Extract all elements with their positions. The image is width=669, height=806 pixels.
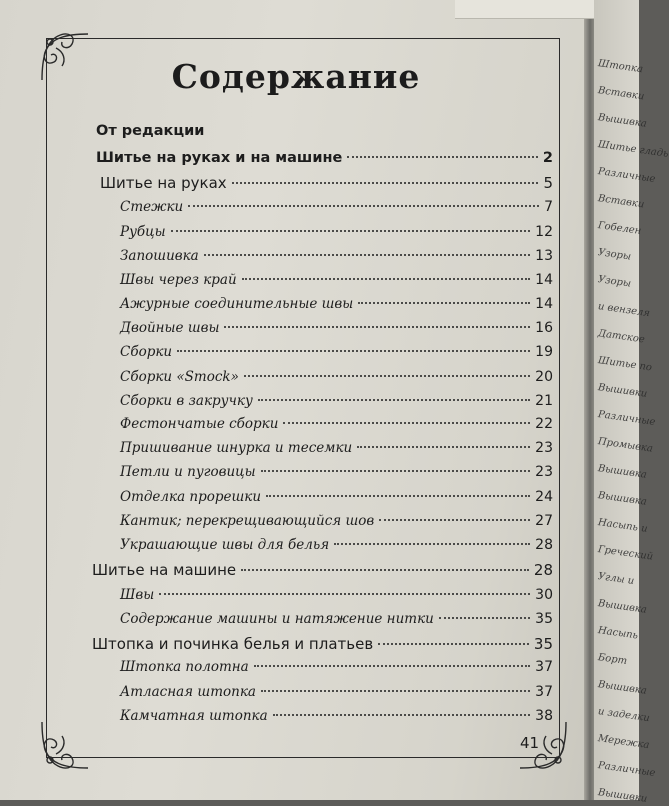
toc-dot-leader (232, 182, 539, 184)
toc-dot-leader (204, 254, 530, 256)
toc-entry (120, 611, 553, 631)
toc-page-number: 27 (535, 513, 553, 529)
toc-dot-leader (188, 205, 539, 207)
toc-entry-title: Швы (120, 587, 155, 603)
toc-entry-title: Шитье на руках (100, 174, 227, 192)
toc-entry (92, 635, 553, 655)
toc-dot-leader (159, 593, 530, 595)
right-page-text-fragment: Шитье по (597, 355, 653, 374)
toc-entry (96, 150, 553, 170)
toc-entry-title: Запошивка (120, 248, 199, 264)
toc-page-number: 23 (535, 464, 553, 480)
right-page-text-fragment: Различные (597, 760, 657, 779)
right-page-text-fragment: Греческий (597, 544, 654, 563)
toc-dot-leader (171, 230, 531, 232)
toc-page-number: 14 (535, 296, 553, 312)
toc-dot-leader (358, 302, 530, 304)
toc-entry (120, 464, 553, 484)
toc-page-number: 20 (535, 369, 553, 385)
right-page-text-fragment: Шитье гладь (597, 139, 669, 160)
right-page-text-fragment: Узоры (597, 274, 632, 290)
toc-entry (120, 224, 553, 244)
right-page-text-fragment: и заделки (597, 706, 651, 725)
right-page-text-fragment: Вышивка (597, 112, 648, 130)
corner-ornament-bottom-left-icon (36, 716, 94, 774)
toc-extra-page-number (520, 734, 539, 754)
toc-entry (120, 537, 553, 557)
toc-entry-title: Атласная штопка (120, 684, 256, 700)
toc-entry (120, 272, 553, 292)
toc-entry (120, 320, 553, 340)
toc-dot-leader (224, 326, 530, 328)
toc-entry-title: От редакции (96, 123, 205, 139)
toc-dot-leader (439, 617, 530, 619)
toc-dot-leader (242, 278, 531, 280)
toc-dot-leader (266, 495, 530, 497)
toc-page-number: 37 (535, 659, 553, 675)
toc-dot-leader (244, 375, 530, 377)
toc-dot-leader (273, 714, 531, 716)
right-page-text-fragment: Гобелен (597, 220, 642, 238)
toc-entry (100, 174, 553, 194)
toc-entry-title: Стежки (120, 199, 184, 215)
toc-entry (120, 369, 553, 389)
right-page-text-fragment: Углы и (597, 571, 635, 588)
toc-dot-leader (261, 690, 530, 692)
right-page-text-fragment: Узоры (597, 247, 632, 263)
toc-dot-leader (177, 350, 530, 352)
right-page-text-fragment: Вышивка (597, 490, 648, 508)
toc-dot-leader (379, 519, 530, 521)
toc-entry (120, 513, 553, 533)
right-page-text-fragment: Датское (597, 328, 646, 346)
toc-page-number: 16 (535, 320, 553, 336)
toc-dot-leader (283, 422, 530, 424)
toc-entry (120, 344, 553, 364)
toc-page-number: 35 (533, 635, 553, 653)
toc-entry-title: Украшающие швы для белья (120, 537, 330, 553)
toc-entry-title: Кантик; перекрещивающийся шов (120, 513, 375, 529)
toc-entry (96, 123, 553, 143)
right-page-text-fragment: Мережка (597, 733, 651, 752)
toc-page-number: 24 (535, 489, 553, 505)
right-page-text-fragment: Промывка (597, 436, 654, 455)
toc-entry (120, 416, 553, 436)
toc-dot-leader (241, 569, 529, 571)
toc-page-number: 35 (535, 611, 553, 627)
toc-page-number: 22 (535, 416, 553, 432)
toc-dot-leader (254, 665, 530, 667)
right-page-text-fragment: Вышивки (597, 382, 648, 400)
toc-entry (120, 684, 553, 704)
toc-entry (120, 393, 553, 413)
right-page-text-fragment: Вышивка (597, 679, 648, 697)
toc-entry-title: Отделка прорешки (120, 489, 262, 505)
toc-page-number: 2 (542, 150, 553, 166)
right-page-text-fragment: Вышивка (597, 463, 648, 481)
toc-entry-title: Рубцы (120, 224, 166, 240)
toc-page-number: 12 (535, 224, 553, 240)
right-page-text-fragment: Вставки (597, 193, 645, 211)
toc-entry (120, 587, 553, 607)
right-page-text-fragment: Вышивки (597, 787, 648, 805)
toc-dot-leader (258, 399, 530, 401)
toc-entry (120, 440, 553, 460)
toc-page-number: 13 (535, 248, 553, 264)
page-title: Содержание (171, 57, 421, 96)
book-spine (584, 0, 594, 800)
toc-entry (92, 561, 553, 581)
right-page-text-fragment: Насыпь и (597, 517, 649, 535)
right-page-text-fragment: Вышивка (597, 598, 648, 616)
toc-page-number: 38 (535, 708, 553, 724)
right-page-text-fragment: Насыпь (597, 625, 639, 642)
toc-page-number: 5 (543, 174, 553, 192)
toc-dot-leader (357, 446, 530, 448)
toc-entry-title: Сборки (120, 344, 173, 360)
toc-entry-title: Фестончатые сборки (120, 416, 279, 432)
toc-page-number: 14 (535, 272, 553, 288)
toc-entry (120, 199, 553, 219)
toc-entry-title: Содержание машины и натяжение нитки (120, 611, 434, 627)
toc-entry-title: Швы через край (120, 272, 237, 288)
toc-entry-title: Пришивание шнурка и тесемки (120, 440, 353, 456)
toc-dot-leader (261, 470, 531, 472)
toc-page-number: 28 (535, 537, 553, 553)
toc-dot-leader (378, 643, 529, 645)
book-page-right (594, 0, 669, 805)
toc-page-number: 28 (533, 561, 553, 579)
toc-entry-title: Ажурные соединительные швы (120, 296, 354, 312)
toc-page-number: 30 (535, 587, 553, 603)
toc-entry-title: Шитье на руках и на машине (96, 150, 343, 166)
right-page-text-fragment: Штопка (597, 58, 644, 76)
toc-page-number: 41 (520, 734, 540, 752)
right-page-text-fragment: Различные (597, 166, 657, 185)
toc-entry-title: Камчатная штопка (120, 708, 268, 724)
toc-entry (120, 659, 553, 679)
toc-page-number: 23 (535, 440, 553, 456)
toc-entry-title: Штопка полотна (120, 659, 249, 675)
right-page-text-fragment: Борт (597, 652, 628, 668)
right-page-text-fragment: Вставки (597, 85, 645, 103)
paper-strip (455, 0, 595, 19)
toc-entry-title: Двойные швы (120, 320, 220, 336)
right-page-text-fragment: и вензеля (597, 301, 651, 320)
toc-page-number: 7 (544, 199, 553, 215)
toc-entry (120, 708, 553, 728)
toc-entry (120, 296, 553, 316)
toc-entry-title: Петли и пуговицы (120, 464, 256, 480)
right-page-text-fragment: Различные (597, 409, 657, 428)
toc-dot-leader (347, 156, 538, 158)
toc-entry-title: Шитье на машине (92, 561, 237, 579)
toc-entry-title: Сборки «Smock» (120, 369, 239, 385)
toc-entry-title: Сборки в закручку (120, 393, 253, 409)
toc-page-number: 37 (535, 684, 553, 700)
toc-entry (120, 489, 553, 509)
toc-entry-title: Штопка и починка белья и платьев (92, 635, 374, 653)
toc-page-number: 19 (535, 344, 553, 360)
toc-entry (120, 248, 553, 268)
toc-dot-leader (334, 543, 530, 545)
toc-page-number: 21 (535, 393, 553, 409)
